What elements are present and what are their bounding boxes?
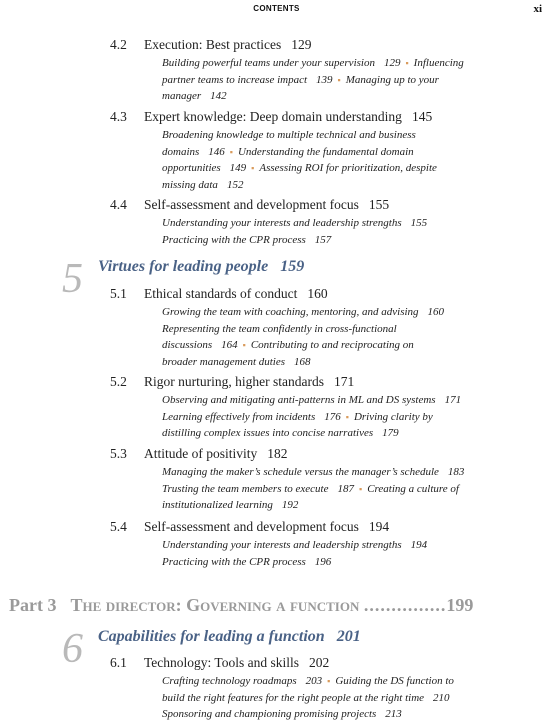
section-title: Attitude of positivity [144,446,258,461]
section-5-4 [110,518,540,570]
bullet-separator-icon: ▪ [359,483,363,494]
section-heading[interactable] [110,108,540,126]
subsection-line [162,232,532,249]
subsection-title[interactable]: Practicing with the CPR process [162,233,306,246]
section-page: 194 [368,519,390,534]
subsection-title[interactable]: partner teams to increase impact [162,73,308,86]
subsection-page: 160 [427,306,445,318]
subsection-page: 196 [314,555,332,568]
bullet-separator-icon: ▪ [337,74,341,85]
subsection-page: 168 [294,355,311,368]
page-header [0,4,553,20]
subsection-title[interactable]: Contributing to and reciprocating on [250,339,414,351]
section-5-3 [110,445,540,514]
section-heading[interactable] [110,373,540,391]
subsection-line [162,425,532,442]
section-4-4 [110,196,540,248]
subsection-title[interactable]: Sponsoring and championing promising projects [162,708,377,720]
chapter-title[interactable] [98,628,361,646]
subsection-line [162,72,532,89]
leader-dots: ............... [363,595,447,615]
section-number: 4.4 [110,197,127,212]
subsection-list [162,392,532,442]
subsection-title[interactable]: Observing and mitigating anti-patterns in ML and DS systems [162,394,436,406]
section-page: 129 [291,37,312,52]
subsection-line [162,464,532,481]
subsection-page: 179 [382,427,399,439]
subsection-line [162,177,532,194]
section-title: Execution: Best practices [144,37,282,52]
subsection-page: 142 [210,90,227,102]
subsection-list [162,464,532,514]
page-number: xi [533,3,542,15]
subsection-title[interactable]: Crafting technology roadmaps [162,675,297,687]
subsection-title[interactable]: manager [162,90,202,102]
subsection-title[interactable]: build the right features for the right people at the right time [162,691,425,704]
subsection-page: 210 [433,691,450,704]
section-page: 202 [308,655,330,670]
bullet-separator-icon: ▪ [327,676,331,686]
section-title: Expert knowledge: Deep domain understanding [144,109,402,124]
subsection-page: 213 [385,708,402,720]
subsection-list [162,304,532,370]
subsection-title[interactable]: Growing the team with coaching, mentoring, and advising [162,306,419,318]
subsection-title[interactable]: Representing the team confidently in cross-functional [162,322,397,335]
subsection-page: 194 [410,539,428,551]
subsection-title[interactable]: Creating a culture of [367,482,459,495]
section-heading[interactable] [110,196,540,214]
subsection-list [162,537,532,570]
subsection-title[interactable]: discussions [162,339,213,351]
section-number: 5.2 [110,374,127,389]
subsection-line [162,481,532,498]
subsection-line [162,88,532,105]
section-5-2 [110,373,540,442]
subsection-title[interactable]: Understanding the fundamental domain [237,145,414,158]
subsection-title[interactable]: Understanding your interests and leadership strengths [162,217,402,229]
subsection-page: 149 [229,162,247,174]
section-page: 155 [368,197,390,212]
subsection-page: 203 [305,675,323,687]
subsection-title[interactable]: Managing the maker’s schedule versus the manager’s schedule [162,466,439,478]
section-page: 145 [411,109,433,124]
subsection-page: 176 [324,410,341,423]
section-title: Self-assessment and development focus [144,197,359,212]
subsection-line [162,690,532,707]
section-number: 4.3 [110,109,127,124]
subsection-line [162,55,532,72]
subsection-line [162,497,532,514]
subsection-line [162,337,532,354]
subsection-title[interactable]: Learning effectively from incidents [162,410,316,423]
subsection-list [162,215,532,248]
subsection-title[interactable]: Trusting the team members to execute [162,482,329,495]
subsection-title[interactable]: Broadening knowledge to multiple technical and business [162,129,416,141]
subsection-line [162,537,532,554]
subsection-list [162,55,532,105]
section-4-3 [110,108,540,193]
section-page: 171 [333,374,355,389]
bullet-separator-icon: ▪ [242,340,246,350]
subsection-title[interactable]: opportunities [162,162,221,174]
subsection-line [162,409,532,426]
subsection-line [162,706,532,723]
section-heading[interactable] [110,285,540,303]
subsection-line [162,215,532,232]
subsection-page: 146 [208,145,225,158]
subsection-page: 157 [314,233,332,246]
subsection-line [162,160,532,177]
section-page: 182 [267,446,288,461]
section-number: 6.1 [110,655,127,670]
section-number: 5.3 [110,446,127,461]
section-page: 160 [307,286,328,301]
subsection-page: 164 [221,339,238,351]
subsection-line [162,554,532,571]
section-title: Ethical standards of conduct [144,286,298,301]
section-4-2 [110,36,540,105]
running-head: CONTENTS [253,4,300,13]
subsection-line [162,127,532,144]
subsection-title[interactable]: broader management duties [162,355,286,368]
section-heading[interactable] [110,445,540,463]
section-title: Technology: Tools and skills [144,655,299,670]
subsection-page: 129 [383,57,401,69]
section-number: 5.1 [110,286,127,301]
subsection-title[interactable]: Driving clarity by [353,410,433,423]
subsection-title[interactable]: Understanding your interests and leadership strengths [162,539,402,551]
chapter-number: 5 [62,256,83,302]
subsection-line [162,144,532,161]
subsection-line [162,321,532,338]
bullet-separator-icon: ▪ [345,411,349,422]
section-heading[interactable] [110,654,540,672]
subsection-title[interactable]: Practicing with the CPR process [162,555,306,568]
subsection-line [162,354,532,371]
subsection-page: 192 [281,499,299,511]
part-page: 199 [446,595,474,615]
subsection-line [162,304,532,321]
subsection-title[interactable]: Managing up to your [345,73,439,86]
subsection-page: 171 [444,394,462,406]
chapter-page: 159 [280,258,305,275]
section-number: 4.2 [110,37,127,52]
chapter-page: 201 [336,628,361,645]
subsection-page: 139 [316,73,333,86]
subsection-title[interactable]: Guiding the DS function to [335,675,454,687]
chapter-title[interactable] [98,258,304,276]
bullet-separator-icon: ▪ [405,58,409,68]
subsection-list [162,127,532,193]
subsection-title[interactable]: missing data [162,178,218,191]
subsection-line [162,392,532,409]
subsection-title[interactable]: institutionalized learning [162,499,273,511]
section-title: Self-assessment and development focus [144,519,359,534]
subsection-title[interactable]: domains [162,145,200,158]
section-number: 5.4 [110,519,127,534]
chapter-number: 6 [62,626,83,672]
subsection-title[interactable]: Assessing ROI for prioritization, despite [259,162,437,174]
subsection-page: 183 [447,466,465,478]
part-title: The director: Governing a function [70,595,360,615]
subsection-title[interactable]: Influencing [413,57,464,69]
part-label: Part 3 [9,595,57,615]
subsection-page: 187 [337,482,354,495]
bullet-separator-icon: ▪ [251,163,255,173]
subsection-title[interactable]: Building powerful teams under your supervision [162,57,375,69]
part-heading[interactable] [9,595,539,615]
subsection-page: 152 [226,178,244,191]
subsection-title[interactable]: distilling complex issues into concise narratives [162,427,374,439]
subsection-line [162,673,532,690]
section-title: Rigor nurturing, higher standards [144,374,324,389]
subsection-page: 155 [410,217,428,229]
chapter-title-text: Capabilities for leading a function [98,628,325,645]
section-heading[interactable] [110,518,540,536]
chapter-title-text: Virtues for leading people [98,258,269,275]
bullet-separator-icon: ▪ [229,146,233,157]
section-heading[interactable] [110,36,540,54]
section-6-1 [110,654,540,723]
section-5-1 [110,285,540,370]
subsection-list [162,673,532,723]
